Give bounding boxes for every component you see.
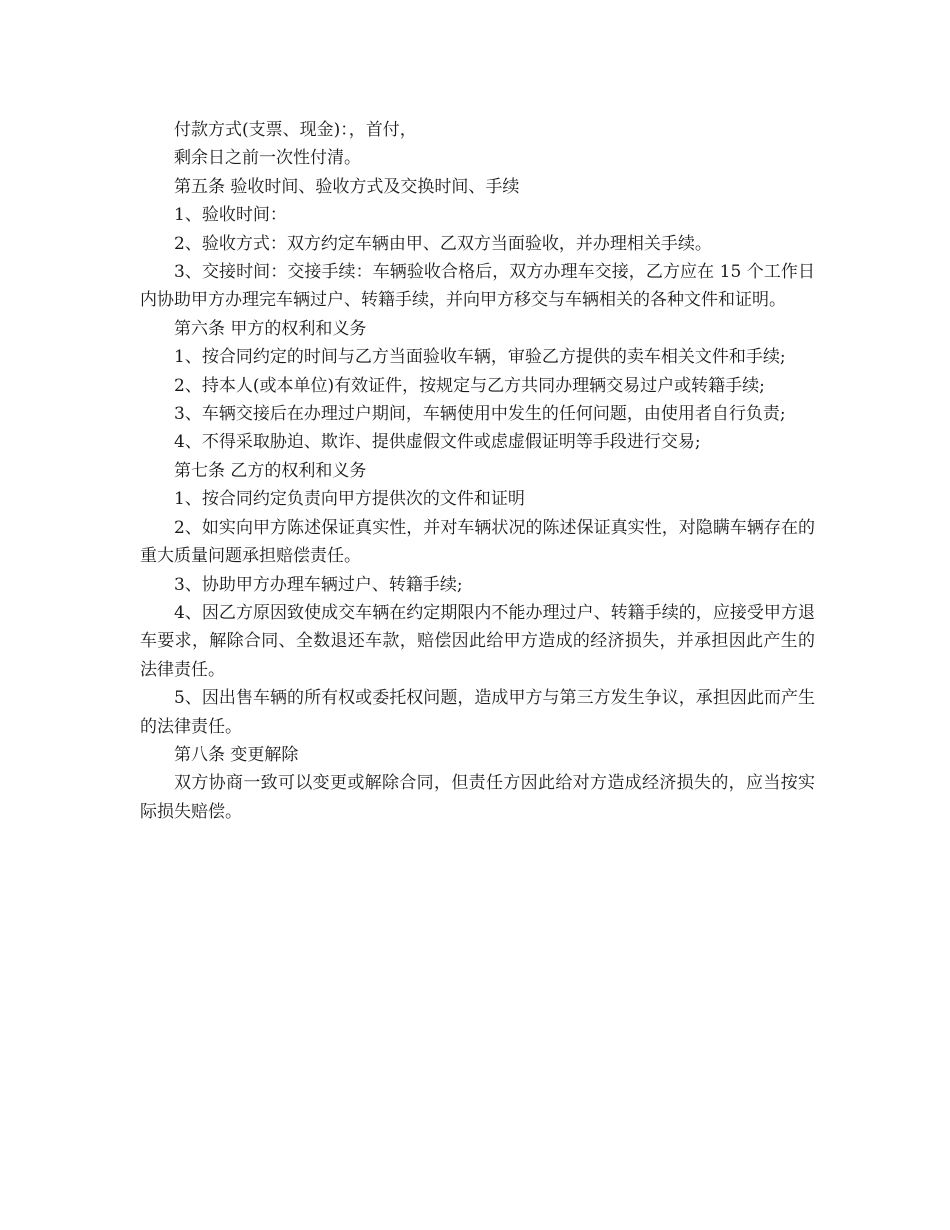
article-6-item-4: 4、不得采取胁迫、欺诈、提供虚假文件或虑虚假证明等手段进行交易; [174, 432, 701, 453]
article-8-body: 双方协商一致可以变更或解除合同，但责任方因此给对方造成经济损失的，应当按实际损失赔偿。 [140, 773, 815, 822]
article-6-item-2: 2、持本人(或本单位)有效证件，按规定与乙方共同办理辆交易过户或转籍手续; [174, 375, 765, 396]
article-7-item-3: 3、协助甲方办理车辆过户、转籍手续; [174, 574, 463, 595]
document-body [140, 116, 815, 826]
article-5-item-3: 3、交接时间：交接手续：车辆验收合格后，双方办理车交接，乙方应在 15 个工作日内协助甲方办理完车辆过户、转籍手续，并向甲方移交与车辆相关的各种文件和证明。 [140, 262, 815, 311]
article-7-item-2: 2、如实向甲方陈述保证真实性，并对车辆状况的陈述保证真实性，对隐瞒车辆存在的重大质量问题承担赔偿责任。 [140, 517, 815, 567]
article-6-item-3: 3、车辆交接后在办理过户期间，车辆使用中发生的任何问题，由使用者自行负责; [174, 404, 786, 425]
article-5-heading: 第五条 验收时间、验收方式及交换时间、手续 [174, 176, 520, 197]
article-5-item-2: 2、验收方式：双方约定车辆由甲、乙双方当面验收，并办理相关手续。 [174, 233, 712, 254]
article-7-heading: 第七条 乙方的权利和义务 [174, 460, 367, 481]
article-5-item-1: 1、验收时间： [174, 205, 287, 226]
article-7-item-1: 1、按合同约定负责向甲方提供次的文件和证明 [174, 489, 525, 510]
article-8-heading: 第八条 变更解除 [174, 744, 299, 765]
article-6-heading: 第六条 甲方的权利和义务 [174, 318, 367, 339]
article-6-item-1: 1、按合同约定的时间与乙方当面验收车辆，审验乙方提供的卖车相关文件和手续; [174, 347, 786, 368]
remaining-payment-line: 剩余日之前一次性付清。 [174, 148, 361, 169]
payment-method-line: 付款方式(支票、现金)：，首付， [174, 120, 417, 140]
article-7-item-4: 4、因乙方原因致使成交车辆在约定期限内不能办理过户、转籍手续的，应接受甲方退车要求，解除合同、全数退还车款，赔偿因此给甲方造成的经济损失，并承担因此产生的法律责任。 [140, 602, 815, 680]
article-7-item-5: 5、因出售车辆的所有权或委托权问题，造成甲方与第三方发生争议，承担因此而产生的法律责任。 [140, 688, 815, 737]
